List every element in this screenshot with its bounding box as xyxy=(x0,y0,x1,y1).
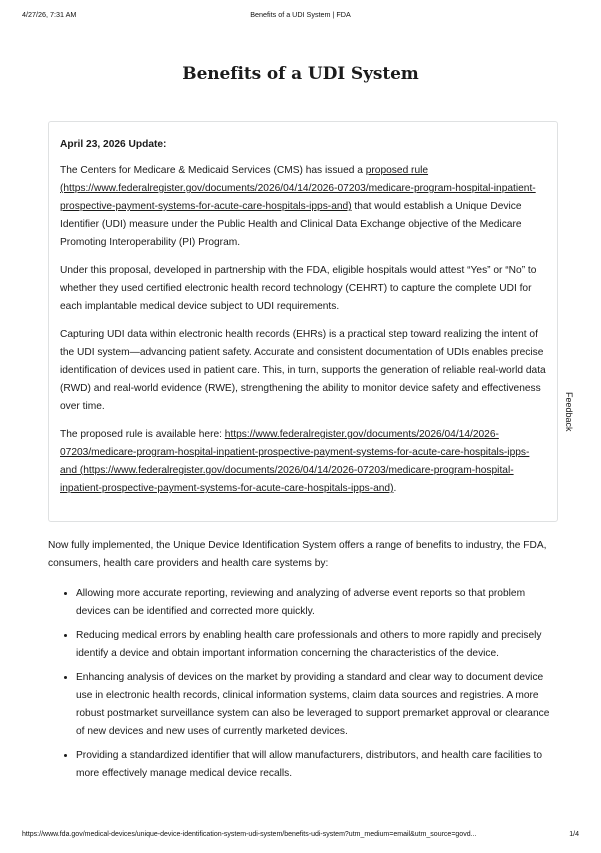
benefit-item: • Enhancing analysis of devices on the market by providing a standard and clear way to document device use in electronic health records, clinical information systems, claim data sources and registries. A more robust postmarket surveillance system can also be leveraged to support premarket approval or clearance of new devices and new uses of currently marketed devices. xyxy=(76,669,558,741)
print-header xyxy=(22,10,579,22)
page-title: Benefits of a UDI System xyxy=(182,64,419,84)
print-page-number: 1/4 xyxy=(569,831,579,838)
federal-register-link[interactable]: https://www.federalregister.gov/documents/2026/04/14/2026-07203/medicare-program-hospital-inpatient-prospective-payment-systems-for-acute-care-hospitals-ipps-and (https://www.federalregister.gov/documents/2026/04/14/2026-07203/medicare-program-hospital-inpatient-prospective-payment-systems-for-acute-care-hospitals-ipps-and) xyxy=(60,429,530,494)
update-paragraph-2: Under this proposal, developed in partnership with the FDA, eligible hospitals would attest “Yes” or “No” to whether they used certified electronic health record technology (CEHRT) to capture the complete UDI for each implantable medical device subject to UDI requirements. xyxy=(60,265,537,312)
update-p4-text-after: . xyxy=(393,483,397,494)
update-paragraph-4 xyxy=(60,426,546,498)
benefits-list xyxy=(48,585,558,783)
update-p1-text-before: The Centers for Medicare & Medicaid Services (CMS) has issued a xyxy=(60,165,366,176)
benefit-item: • Reducing medical errors by enabling health care professionals and others to more rapidly and precisely identify a device and obtain important information concerning the characteristics of the device. xyxy=(76,627,558,663)
update-callout xyxy=(48,121,558,522)
proposed-rule-link[interactable]: proposed rule (https://www.federalregister.gov/documents/2026/04/14/2026-07203/medicare-program-hospital-inpatient-prospective-payment-systems-for-acute-care-hospitals-ipps-and) xyxy=(60,165,536,212)
update-paragraph-1 xyxy=(60,162,546,252)
update-p1-text-after: that would establish a Unique Device Identifier (UDI) measure under the Public Health and Clinical Data Exchange objective of the Medicare Promoting Interoperability (PI) Program. xyxy=(60,201,522,248)
benefit-item: • Providing a standardized identifier that will allow manufacturers, distributors, and health care facilities to more effectively manage medical device recalls. xyxy=(76,747,558,783)
intro-paragraph: Now fully implemented, the Unique Device Identification System offers a range of benefits to industry, the FDA, consumers, health care providers and health care systems by: xyxy=(48,540,547,569)
main-content xyxy=(48,537,558,789)
print-footer xyxy=(22,831,579,843)
feedback-tab[interactable]: Feedback xyxy=(564,392,574,432)
update-heading: April 23, 2026 Update: xyxy=(60,139,167,150)
print-url: https://www.fda.gov/medical-devices/unique-device-identification-system-udi-system/benefits-udi-system?utm_medium=email&utm_source=govd... xyxy=(22,831,477,838)
update-p4-text-before: The proposed rule is available here: xyxy=(60,429,225,440)
print-doc-title: Benefits of a UDI System | FDA xyxy=(250,10,351,19)
print-datetime: 4/27/26, 7:31 AM xyxy=(22,10,77,19)
benefit-item: • Allowing more accurate reporting, reviewing and analyzing of adverse event reports so that problem devices can be identified and corrected more quickly. xyxy=(76,585,558,621)
update-paragraph-3: Capturing UDI data within electronic health records (EHRs) is a practical step toward realizing the intent of the UDI system—advancing patient safety. Accurate and consistent documentation of UDIs enables precise identification of devices used in patient care. This, in turn, supports the generation of reliable real-world data (RWD) and real-world evidence (RWE), strengthening the ability to monitor device safety and effectiveness over time. xyxy=(60,329,546,412)
